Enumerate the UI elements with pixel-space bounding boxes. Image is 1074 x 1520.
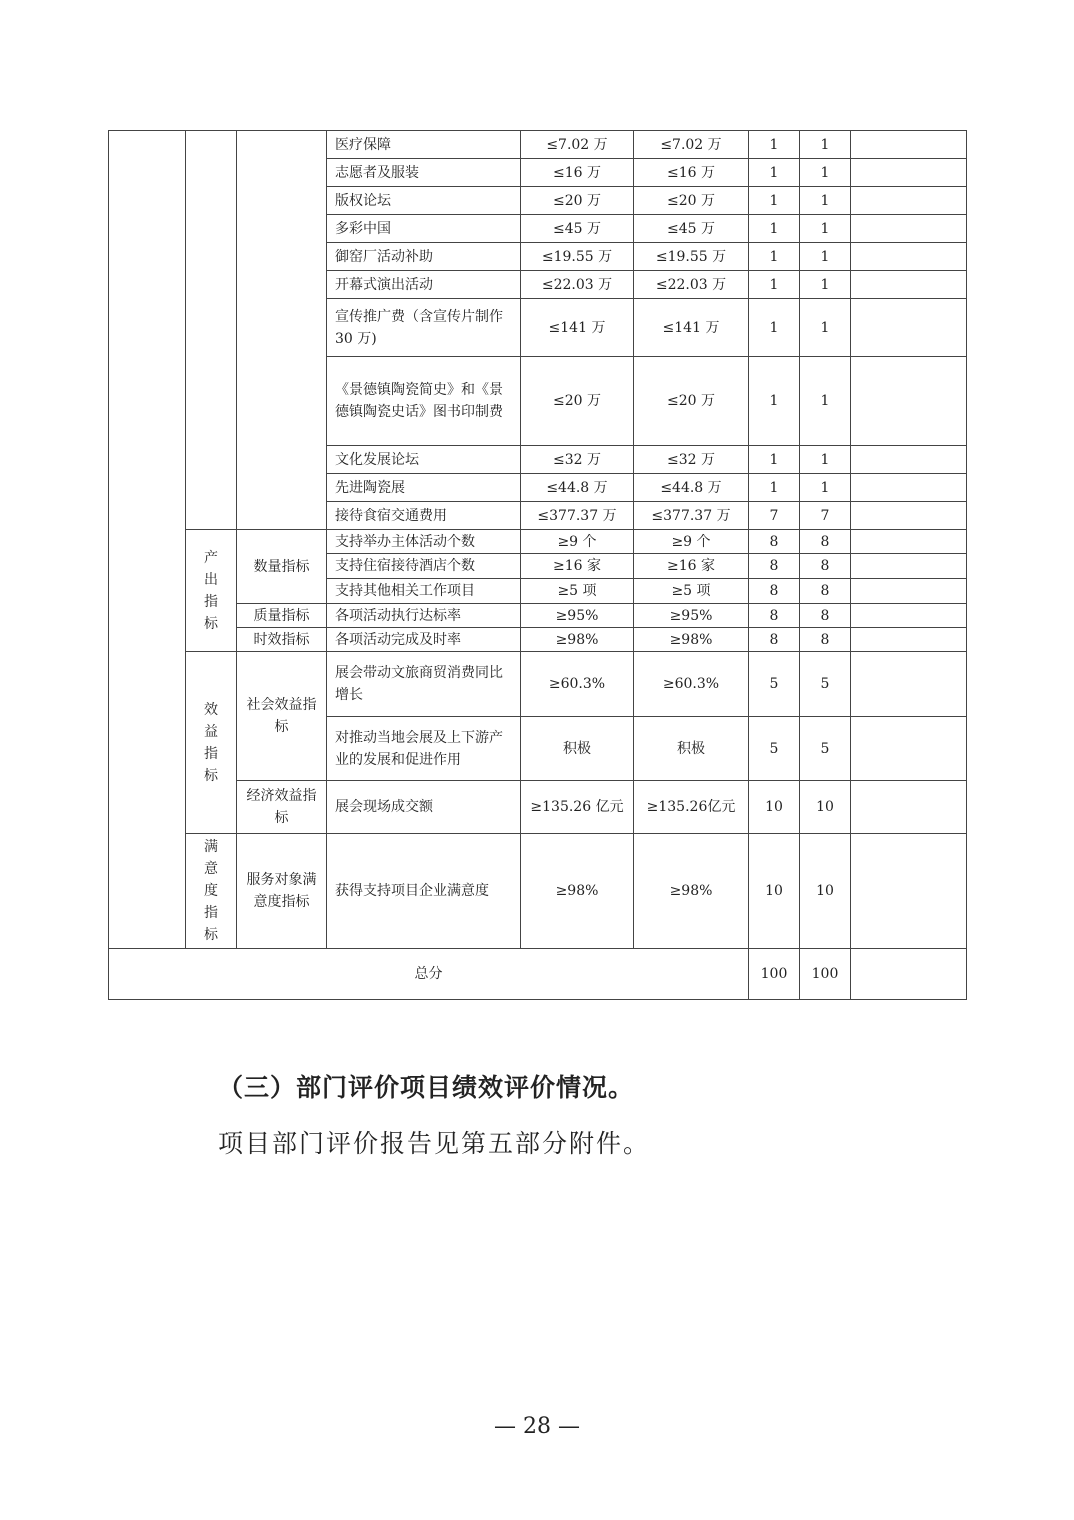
table-row — [109, 628, 967, 652]
blank-cell — [109, 131, 186, 949]
weight-cell: 1 — [749, 271, 800, 299]
blank-cell — [186, 131, 237, 530]
table-row — [109, 604, 967, 628]
item-cell: 开幕式演出活动 — [327, 271, 521, 299]
weight-cell: 8 — [749, 530, 800, 554]
section-paragraph: 项目部门评价报告见第五部分附件。 — [218, 1129, 651, 1158]
score-cell: 7 — [800, 502, 851, 530]
remark-cell — [851, 949, 967, 1000]
weight-cell: 1 — [749, 446, 800, 474]
target-cell: ≤7.02 万 — [521, 131, 634, 159]
target-cell: ≤377.37 万 — [521, 502, 634, 530]
level2-indicator: 时效指标 — [237, 628, 327, 652]
score-cell: 1 — [800, 271, 851, 299]
item-cell: 医疗保障 — [327, 131, 521, 159]
item-cell: 支持住宿接待酒店个数 — [327, 554, 521, 579]
page-number: — 28 — — [494, 1414, 580, 1439]
item-cell: 宣传推广费（含宣传片制作 30 万) — [327, 299, 521, 357]
score-cell: 1 — [800, 243, 851, 271]
score-cell: 8 — [800, 579, 851, 604]
remark-cell — [851, 215, 967, 243]
item-cell: 先进陶瓷展 — [327, 474, 521, 502]
remark-cell — [851, 781, 967, 834]
score-cell: 8 — [800, 628, 851, 652]
score-cell: 8 — [800, 554, 851, 579]
target-cell: ≥60.3% — [521, 652, 634, 717]
target-cell: ≤20 万 — [521, 187, 634, 215]
item-cell: 支持其他相关工作项目 — [327, 579, 521, 604]
remark-cell — [851, 159, 967, 187]
remark-cell — [851, 243, 967, 271]
actual-cell: ≤377.37 万 — [634, 502, 749, 530]
score-cell: 5 — [800, 652, 851, 717]
level1-label: 产出指标 — [204, 549, 218, 632]
target-cell: ≤22.03 万 — [521, 271, 634, 299]
item-cell: 多彩中国 — [327, 215, 521, 243]
actual-cell: ≥16 家 — [634, 554, 749, 579]
actual-cell: ≥95% — [634, 604, 749, 628]
weight-cell: 8 — [749, 554, 800, 579]
actual-cell: ≤141 万 — [634, 299, 749, 357]
target-cell: ≥98% — [521, 834, 634, 949]
table-row — [109, 834, 967, 949]
score-cell: 1 — [800, 446, 851, 474]
level1-label: 满意度指标 — [204, 839, 218, 943]
weight-cell: 1 — [749, 299, 800, 357]
remark-cell — [851, 187, 967, 215]
remark-cell — [851, 271, 967, 299]
item-cell: 御窑厂活动补助 — [327, 243, 521, 271]
target-cell: ≥95% — [521, 604, 634, 628]
score-cell: 1 — [800, 474, 851, 502]
actual-cell: ≥135.26亿元 — [634, 781, 749, 834]
section-heading: （三）部门评价项目绩效评价情况。 — [218, 1073, 635, 1102]
weight-cell: 10 — [749, 834, 800, 949]
blank-cell — [237, 131, 327, 530]
target-cell: ≤45 万 — [521, 215, 634, 243]
item-cell: 志愿者及服装 — [327, 159, 521, 187]
weight-cell: 5 — [749, 652, 800, 717]
score-cell: 1 — [800, 131, 851, 159]
total-row — [109, 949, 967, 1000]
table-row — [109, 530, 967, 554]
level1-indicator — [186, 652, 237, 834]
item-cell: 版权论坛 — [327, 187, 521, 215]
item-cell: 支持举办主体活动个数 — [327, 530, 521, 554]
table-row — [109, 781, 967, 834]
score-cell: 8 — [800, 530, 851, 554]
weight-cell: 10 — [749, 781, 800, 834]
remark-cell — [851, 604, 967, 628]
remark-cell — [851, 652, 967, 717]
actual-cell: ≥9 个 — [634, 530, 749, 554]
score-cell: 10 — [800, 781, 851, 834]
remark-cell — [851, 579, 967, 604]
actual-cell: ≥60.3% — [634, 652, 749, 717]
score-cell: 10 — [800, 834, 851, 949]
remark-cell — [851, 628, 967, 652]
item-cell: 展会带动文旅商贸消费同比增长 — [327, 652, 521, 717]
weight-cell: 1 — [749, 474, 800, 502]
level2-indicator: 社会效益指标 — [237, 652, 327, 781]
weight-cell: 1 — [749, 243, 800, 271]
weight-cell: 1 — [749, 215, 800, 243]
actual-cell: ≥5 项 — [634, 579, 749, 604]
total-weight: 100 — [749, 949, 800, 1000]
score-cell: 8 — [800, 604, 851, 628]
level2-indicator: 数量指标 — [237, 530, 327, 604]
item-cell: 各项活动执行达标率 — [327, 604, 521, 628]
remark-cell — [851, 446, 967, 474]
target-cell: ≤20 万 — [521, 357, 634, 446]
weight-cell: 7 — [749, 502, 800, 530]
remark-cell — [851, 299, 967, 357]
weight-cell: 8 — [749, 604, 800, 628]
weight-cell: 1 — [749, 131, 800, 159]
remark-cell — [851, 554, 967, 579]
target-cell: ≥16 家 — [521, 554, 634, 579]
remark-cell — [851, 530, 967, 554]
weight-cell: 1 — [749, 357, 800, 446]
target-cell: ≥9 个 — [521, 530, 634, 554]
target-cell: ≤44.8 万 — [521, 474, 634, 502]
remark-cell — [851, 502, 967, 530]
level1-indicator — [186, 530, 237, 652]
remark-cell — [851, 834, 967, 949]
target-cell: 积极 — [521, 717, 634, 781]
weight-cell: 1 — [749, 159, 800, 187]
actual-cell: ≥98% — [634, 834, 749, 949]
actual-cell: ≥98% — [634, 628, 749, 652]
actual-cell: ≤45 万 — [634, 215, 749, 243]
item-cell: 接待食宿交通费用 — [327, 502, 521, 530]
actual-cell: ≤7.02 万 — [634, 131, 749, 159]
score-cell: 1 — [800, 299, 851, 357]
total-label: 总分 — [109, 949, 749, 1000]
actual-cell: ≤22.03 万 — [634, 271, 749, 299]
actual-cell: ≤32 万 — [634, 446, 749, 474]
actual-cell: ≤44.8 万 — [634, 474, 749, 502]
remark-cell — [851, 131, 967, 159]
weight-cell: 1 — [749, 187, 800, 215]
score-cell: 5 — [800, 717, 851, 781]
table-row — [109, 652, 967, 717]
actual-cell: 积极 — [634, 717, 749, 781]
item-cell: 各项活动完成及时率 — [327, 628, 521, 652]
item-cell: 对推动当地会展及上下游产业的发展和促进作用 — [327, 717, 521, 781]
item-cell: 展会现场成交额 — [327, 781, 521, 834]
target-cell: ≤16 万 — [521, 159, 634, 187]
item-cell: 文化发展论坛 — [327, 446, 521, 474]
level2-indicator: 经济效益指标 — [237, 781, 327, 834]
score-cell: 1 — [800, 357, 851, 446]
weight-cell: 5 — [749, 717, 800, 781]
score-cell: 1 — [800, 159, 851, 187]
target-cell: ≥98% — [521, 628, 634, 652]
performance-table — [108, 130, 967, 1000]
actual-cell: ≤16 万 — [634, 159, 749, 187]
level2-indicator: 服务对象满意度指标 — [237, 834, 327, 949]
target-cell: ≤19.55 万 — [521, 243, 634, 271]
table-row — [109, 131, 967, 159]
score-cell: 1 — [800, 215, 851, 243]
actual-cell: ≤19.55 万 — [634, 243, 749, 271]
item-cell: 获得支持项目企业满意度 — [327, 834, 521, 949]
level1-indicator — [186, 834, 237, 949]
score-cell: 1 — [800, 187, 851, 215]
remark-cell — [851, 717, 967, 781]
level1-label: 效益指标 — [204, 701, 218, 784]
target-cell: ≥135.26 亿元 — [521, 781, 634, 834]
remark-cell — [851, 474, 967, 502]
weight-cell: 8 — [749, 628, 800, 652]
total-score: 100 — [800, 949, 851, 1000]
level2-indicator: 质量指标 — [237, 604, 327, 628]
target-cell: ≤141 万 — [521, 299, 634, 357]
target-cell: ≤32 万 — [521, 446, 634, 474]
weight-cell: 8 — [749, 579, 800, 604]
target-cell: ≥5 项 — [521, 579, 634, 604]
remark-cell — [851, 357, 967, 446]
actual-cell: ≤20 万 — [634, 187, 749, 215]
item-cell: 《景德镇陶瓷简史》和《景德镇陶瓷史话》图书印制费 — [327, 357, 521, 446]
actual-cell: ≤20 万 — [634, 357, 749, 446]
